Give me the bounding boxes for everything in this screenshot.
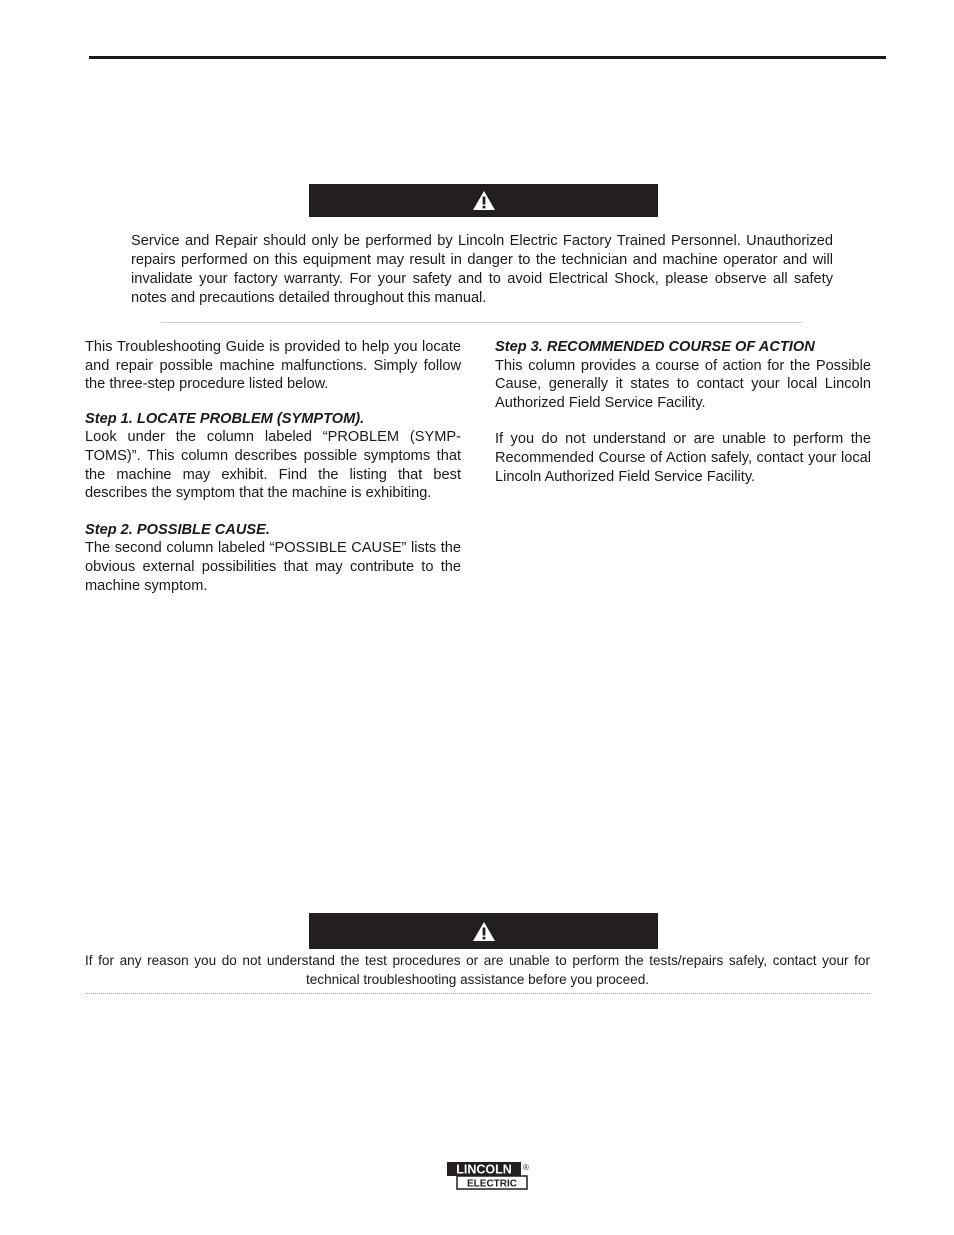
step3-heading: Step 3. RECOMMENDED COURSE OF ACTION xyxy=(495,339,815,355)
logo-registered-mark: ® xyxy=(523,1163,529,1172)
step3-note: If you do not understand or are unable to perform the Recommended Course of Action safely, contact your local Lincoln Authorized Field Service Facility. xyxy=(495,431,871,485)
logo-top-text: LINCOLN xyxy=(456,1162,512,1177)
warning-banner-bottom xyxy=(309,913,658,949)
step1-heading: Step 1. LOCATE PROBLEM (SYMPTOM). xyxy=(85,410,365,427)
step1-body: Look under the column labeled “PROBLEM (SYMP-TOMS)”. This column describes possible symptoms that the machine may exhibit. Find the listing that best describes the symptom that the machine is exhibiting. xyxy=(85,429,461,502)
logo-bottom-text: ELECTRIC xyxy=(467,1178,517,1190)
right-column xyxy=(495,338,871,486)
section-divider xyxy=(161,322,802,323)
bottom-warning-note: If for any reason you do not understand the test procedures or are unable to perform the tests/repairs safely, contact your for technical troubleshooting assistance before you proceed. xyxy=(85,953,870,987)
lincoln-electric-logo xyxy=(446,1161,530,1191)
left-column xyxy=(85,338,461,595)
intro-paragraph: This Troubleshooting Guide is provided to help you locate and repair possible machine malfunctions. Simply follow the three-step procedure listed below. xyxy=(85,339,461,393)
step3-body: This column provides a course of action for the Possible Cause, generally it states to contact your local Lincoln Authorized Field Service Facility. xyxy=(495,357,871,411)
warning-triangle-icon xyxy=(472,190,496,211)
bottom-divider xyxy=(85,993,870,994)
step2-heading: Step 2. POSSIBLE CAUSE. xyxy=(85,521,270,538)
warning-banner xyxy=(309,184,658,217)
warning-text: Service and Repair should only be performed by Lincoln Electric Factory Trained Personnel. Unauthorized repairs performed on this equipment may result in danger to the technician and machine operator and will invalidate your factory warranty. For your safety and to avoid Electrical Shock, please observe all safety notes and precautions detailed throughout this manual. xyxy=(131,233,833,306)
warning-triangle-icon xyxy=(472,921,496,942)
top-rule xyxy=(89,56,886,59)
step2-body: The second column labeled “POSSIBLE CAUSE” lists the obvious external possibilities that may contribute to the machine symptom. xyxy=(85,540,461,594)
